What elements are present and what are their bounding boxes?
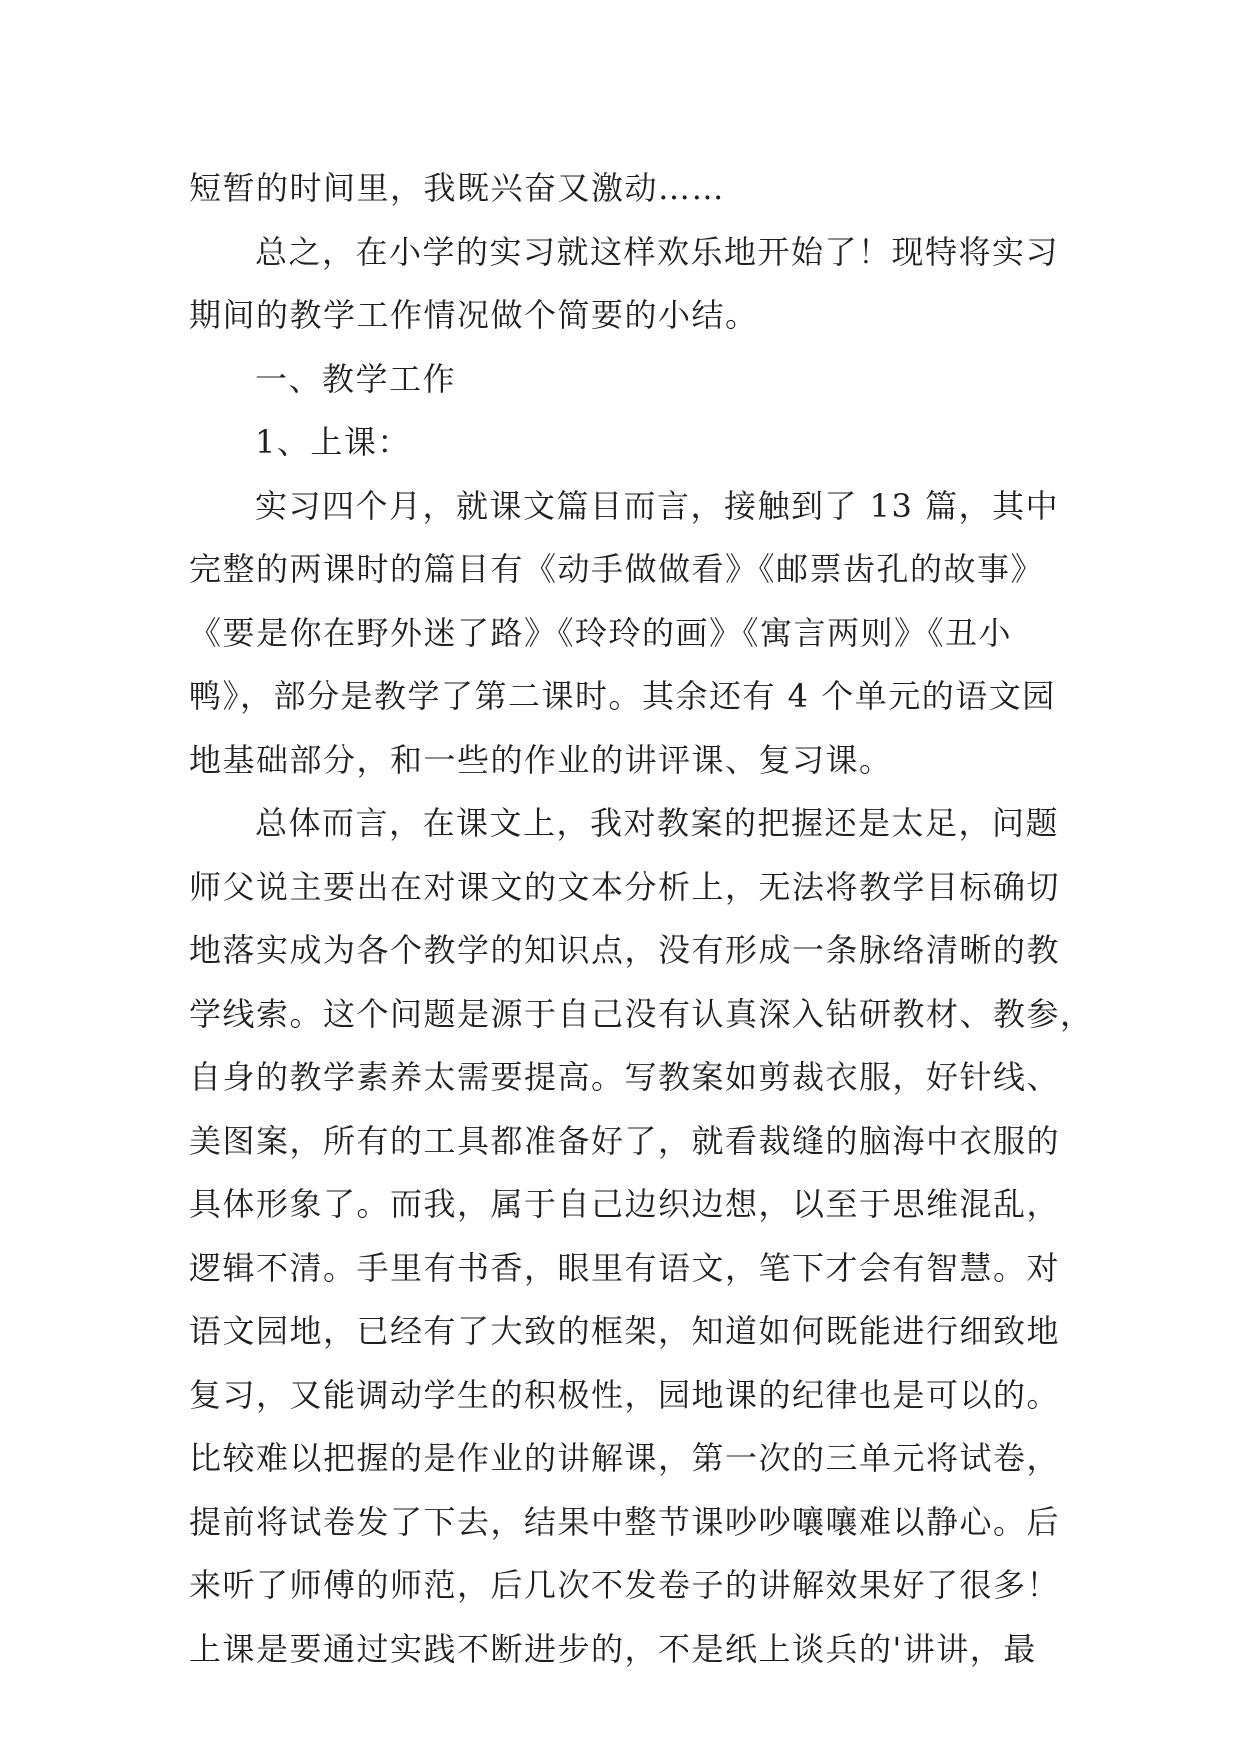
text-line: 比较难以把握的是作业的讲解课，第一次的三单元将试卷， [189, 1439, 1061, 1477]
subsection-heading: 1、上课： [255, 423, 411, 461]
text-line: 鸭》，部分是教学了第二课时。其余还有 4 个单元的语文园 [189, 677, 1056, 715]
text-line: 师父说主要出在对课文的文本分析上，无法将教学目标确切 [189, 867, 1061, 906]
text-line: 上课是要通过实践不断进步的，不是纸上谈兵的'讲讲，最 [189, 1629, 1037, 1668]
text-line: 自身的教学素养太需要提高。写教案如剪裁衣服，好针线、 [189, 1058, 1061, 1096]
paragraph-line: 总体而言，在课文上，我对教案的把握还是太足，问题 [255, 804, 1060, 842]
text-line: 美图案，所有的工具都准备好了，就看裁缝的脑海中衣服的 [189, 1121, 1061, 1160]
text-line: 提前将试卷发了下去，结果中整节课吵吵嚷嚷难以静心。后 [189, 1502, 1061, 1541]
text-line: 来听了师傅的师范，后几次不发卷子的讲解效果好了很多！ [189, 1566, 1061, 1604]
paragraph-line: 实习四个月，就课文篇目而言，接触到了 13 篇，其中 [255, 486, 1060, 525]
text-line: 地落实成为各个教学的知识点，没有形成一条脉络清晰的教 [189, 931, 1061, 969]
text-line: 语文园地，已经有了大致的框架，知道如何既能进行细致地 [189, 1312, 1061, 1350]
text-line: 逻辑不清。手里有书香，眼里有语文，笔下才会有智慧。对 [189, 1248, 1061, 1287]
text-line: 《要是你在野外迷了路》《玲玲的画》《寓言两则》《丑小 [189, 613, 1013, 652]
text-line: 复习，又能调动学生的积极性，园地课的纪律也是可以的。 [189, 1375, 1061, 1414]
text-line: 完整的两课时的篇目有《动手做做看》《邮票齿孔的故事》 [189, 550, 1045, 588]
section-heading: 一、教学工作 [255, 359, 457, 398]
text-line: 期间的教学工作情况做个简要的小结。 [189, 296, 759, 334]
text-line: 具体形象了。而我，属于自己边织边想，以至于思维混乱， [189, 1185, 1061, 1223]
text-line: 短暂的时间里，我既兴奋又激动…… [189, 169, 726, 207]
body-text [189, 157, 1094, 1681]
text-line: 地基础部分，和一些的作业的讲评课、复习课。 [189, 740, 893, 779]
text-line: 学线索。这个问题是源于自己没有认真深入钻研教材、教参， [189, 994, 1094, 1033]
paragraph-line: 总之，在小学的实习就这样欢乐地开始了！现特将实习 [255, 232, 1060, 271]
